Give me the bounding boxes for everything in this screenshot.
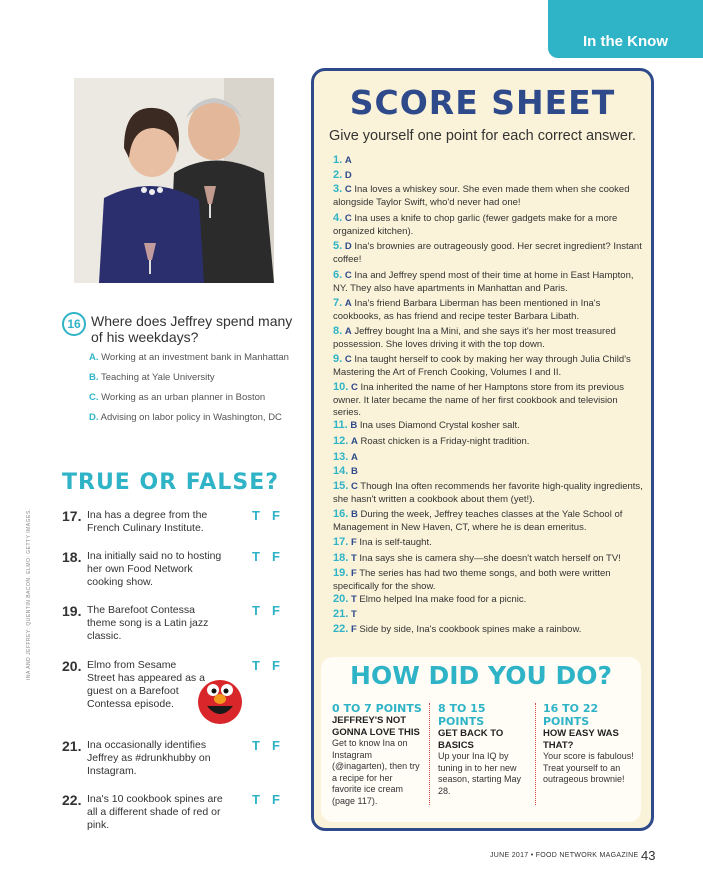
- column-divider: [535, 703, 536, 805]
- option-c: C. Working as an urban planner in Boston: [89, 392, 266, 403]
- option-d: D. Advising on labor policy in Washington, DC: [89, 412, 282, 423]
- true-choice[interactable]: T: [252, 792, 260, 807]
- answer-6: 6. C Ina and Jeffrey spend most of their time at home in East Hampton, NY. They also have apartments in Manhattan and Paris.: [333, 269, 634, 294]
- score-sheet-subtitle: Give yourself one point for each correct answer.: [328, 128, 637, 144]
- question-text: Where does Jeffrey spend many of his weekdays?: [91, 313, 293, 345]
- section-tab: [548, 0, 703, 58]
- true-false-title: TRUE OR FALSE?: [62, 470, 279, 495]
- answer-8: 8. A Jeffrey bought Ina a Mini, and she says it's her most treasured possession. She loves driving it with the top down.: [333, 325, 616, 350]
- answer-5: 5. D Ina's brownies are outrageously good. Her secret ingredient? Instant coffee!: [333, 240, 642, 265]
- option-b: B. Teaching at Yale University: [89, 372, 215, 383]
- answer-10: 10. C Ina inherited the name of her Hamptons store from its previous owner. It later became the name of her first cookbook and television series.: [333, 381, 624, 419]
- how-did-you-do-panel: [321, 657, 641, 822]
- photo-credit: INA AND JEFFREY: QUENTIN BACON. ELMO: GETTY IMAGES.: [26, 508, 32, 680]
- answer-11: 11. B Ina uses Diamond Crystal kosher salt.: [333, 419, 520, 431]
- true-choice[interactable]: T: [252, 658, 260, 673]
- false-choice[interactable]: F: [272, 792, 280, 807]
- answer-16: 16. B During the week, Jeffrey teaches classes at the Yale School of Management in New Haven, CT, where he is dean emeritus.: [333, 508, 623, 533]
- answer-9: 9. C Ina taught herself to cook by making her way through Julia Child's Mastering the Art of French Cooking, Volumes I and II.: [333, 353, 631, 378]
- answer-17: 17. F Ina is self-taught.: [333, 536, 432, 548]
- score-range-high: 16 TO 22 POINTS HOW EASY WAS THAT? Your score is fabulous! Treat yourself to an outrageous brownie!: [543, 702, 634, 784]
- answer-2: 2. D: [333, 169, 352, 181]
- true-choice[interactable]: T: [252, 549, 260, 564]
- how-did-you-do-title: HOW DID YOU DO?: [350, 661, 612, 690]
- issue-footer: JUNE 2017 • FOOD NETWORK MAGAZINE: [490, 852, 639, 859]
- answer-13: 13. A: [333, 451, 358, 463]
- false-choice[interactable]: F: [272, 508, 280, 523]
- false-choice[interactable]: F: [272, 738, 280, 753]
- false-choice[interactable]: F: [272, 658, 280, 673]
- score-sheet-title: SCORE SHEET: [349, 83, 616, 122]
- score-range-low: 0 TO 7 POINTS JEFFREY'S NOT GONNA LOVE THIS Get to know Ina on Instagram (@inagarten), then try a recipe for her favorite ice cream (page 117).: [332, 702, 422, 806]
- answer-14: 14. B: [333, 465, 358, 477]
- false-choice[interactable]: F: [272, 549, 280, 564]
- option-a: A. Working at an investment bank in Manhattan: [89, 352, 289, 363]
- answer-20: 20. T Elmo helped Ina make food for a picnic.: [333, 593, 527, 605]
- answer-22: 22. F Side by side, Ina's cookbook spines make a rainbow.: [333, 623, 582, 635]
- answer-15: 15. C Though Ina often recommends her favorite high-quality ingredients, she hasn't written a cookbook about them (yet!).: [333, 480, 643, 505]
- answer-4: 4. C Ina uses a knife to chop garlic (fewer gadgets make for a more organized kitchen).: [333, 212, 618, 237]
- page-number: 43: [641, 848, 656, 863]
- section-tab-label: In the Know: [583, 33, 668, 50]
- answer-21: 21. T: [333, 608, 357, 620]
- answer-7: 7. A Ina's friend Barbara Liberman has been mentioned in Ina's cookbooks, as has friend and recipe tester Barbara Libath.: [333, 297, 601, 322]
- true-choice[interactable]: T: [252, 603, 260, 618]
- column-divider: [429, 703, 430, 805]
- elmo-image: [195, 676, 245, 726]
- question-number: 16: [62, 312, 86, 336]
- true-choice[interactable]: T: [252, 508, 260, 523]
- ina-and-jeffrey-photo: [74, 78, 274, 283]
- answer-1: 1. A: [333, 154, 352, 166]
- false-choice[interactable]: F: [272, 603, 280, 618]
- answer-12: 12. A Roast chicken is a Friday-night tradition.: [333, 435, 530, 447]
- score-range-mid: 8 TO 15 POINTS GET BACK TO BASICS Up your Ina IQ by tuning in to her new season, starting May 28.: [438, 702, 522, 796]
- true-choice[interactable]: T: [252, 738, 260, 753]
- answer-3: 3. C Ina loves a whiskey sour. She even made them when she cooked alongside Taylor Swift, who'd never had one!: [333, 183, 630, 208]
- answer-18: 18. T Ina says she is camera shy—she doesn't watch herself on TV!: [333, 552, 621, 564]
- answer-19: 19. F The series has had two theme songs, and both were written specifically for the show.: [333, 567, 611, 592]
